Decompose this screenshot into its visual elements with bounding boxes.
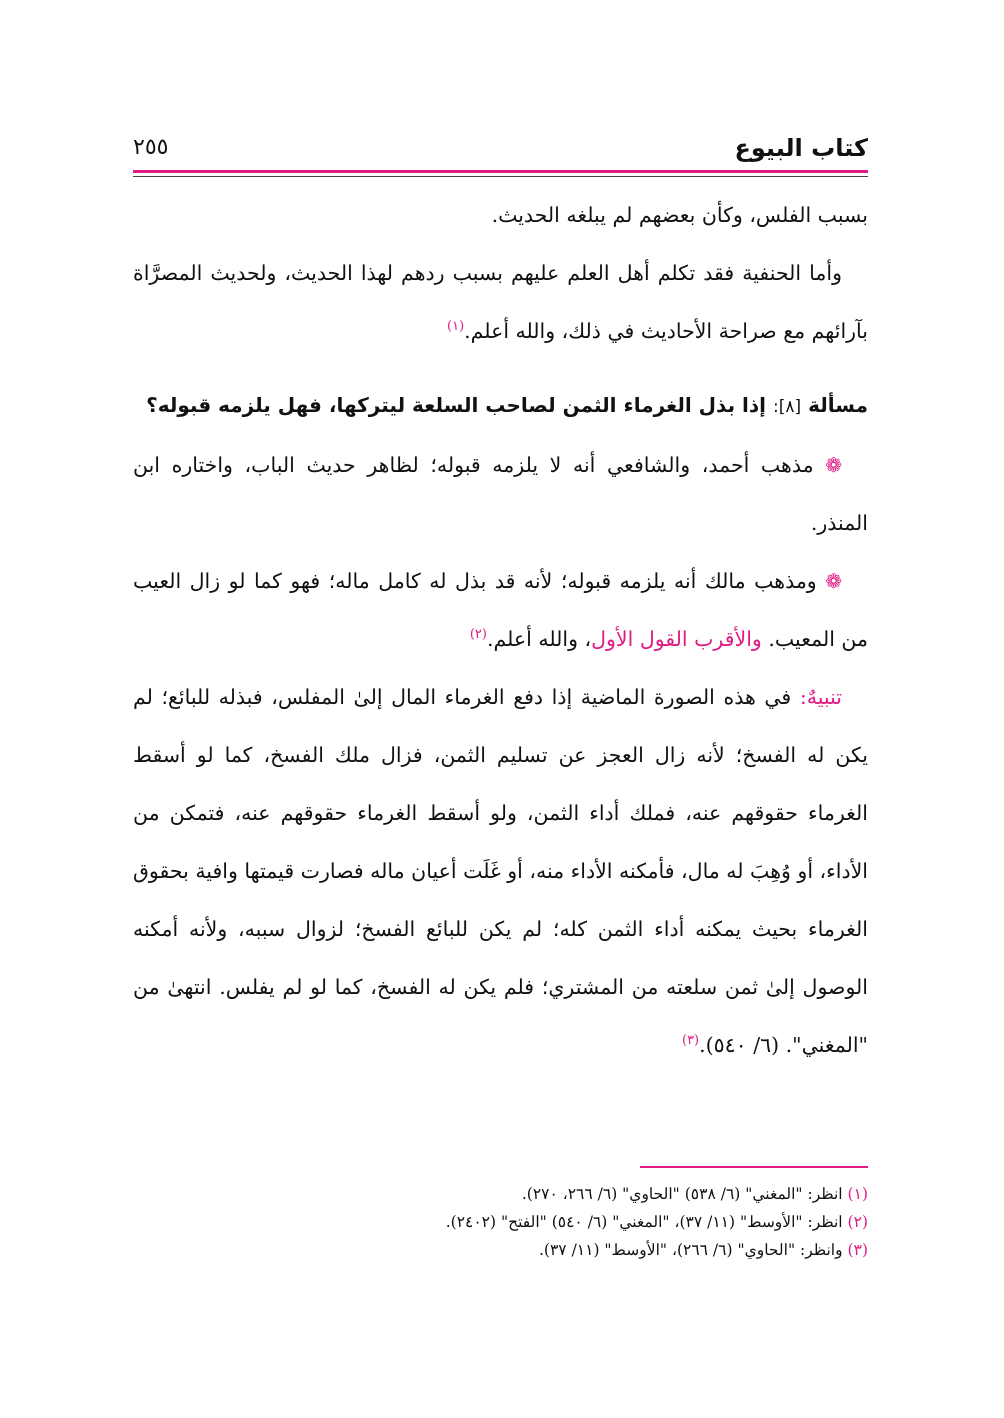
- bullet-malik: [133, 552, 868, 668]
- book-title: كتاب البيوع: [734, 134, 868, 162]
- paragraph-continuation: [133, 186, 868, 244]
- flower-bullet-icon: ❁: [825, 453, 842, 477]
- bullet-ahmad: [133, 436, 868, 552]
- footnote-number: (١): [847, 1185, 868, 1203]
- footnotes: [133, 1180, 868, 1264]
- footnote-separator: [640, 1166, 868, 1168]
- bullet-text: مذهب أحمد، والشافعي أنه لا يلزمه قبوله؛ لظاهر حديث الباب، واختاره ابن المنذر.: [133, 453, 868, 535]
- tanbih-text: في هذه الصورة الماضية إذا دفع الغرماء المال إلىٰ المفلس، فبذله للبائع؛ لم يكن له الفسخ؛ لأنه زال العجز عن تسليم الثمن، فزال ملك الفسخ، كما لو أسقط الغرماء حقوقهم عنه، فملك أداء الثمن، ولو أسقط الغرماء حقوقهم عنه، فتمكن من الأداء، أو وُهِبَ له مال، فأمكنه الأداء منه، أو غَلَت أعيان ماله فصارت قيمتها وافية بحقوق الغرماء بحيث يمكنه أداء الثمن كله؛ لم يكن للبائع الفسخ؛ لزوال سببه، ولأنه أمكنه الوصول إلىٰ ثمن سلعته من المشتري؛ فلم يكن له الفسخ، كما لو لم يفلس. انتهىٰ من "المغني". (٦/ ٥٤٠).: [133, 685, 868, 1057]
- masala-number: [٨]:: [772, 397, 802, 417]
- footnote-number: (٢): [847, 1213, 868, 1231]
- header-rule-dark: [133, 176, 868, 177]
- footnote-number: (٣): [847, 1241, 868, 1259]
- footnote-ref-2[interactable]: (٢): [469, 627, 487, 643]
- page-number: ٢٥٥: [133, 135, 169, 160]
- bullet-tail: ، والله أعلم.: [486, 627, 592, 651]
- preferred-opinion: والأقرب القول الأول: [591, 627, 762, 651]
- paragraph-hanafiyya: [133, 244, 868, 360]
- masala-label: مسألة: [808, 393, 868, 417]
- footnote-text: انظر: "المغني" (٦/ ٥٣٨) "الحاوي" (٦/ ٢٦٦، ٢٧٠).: [521, 1185, 843, 1203]
- header-rule-accent: [133, 170, 868, 173]
- flower-bullet-icon: ❁: [825, 569, 842, 593]
- footnote-ref-3[interactable]: (٣): [681, 1033, 700, 1049]
- masala-heading: [133, 376, 868, 436]
- tanbih-paragraph: [133, 668, 868, 1074]
- footnote-text: انظر: "الأوسط" (١١/ ٣٧)، "المغني" (٦/ ٥٤٠) "الفتح" (٢٤٠٢).: [445, 1213, 843, 1231]
- bullet-text: ومذهب مالك أنه يلزمه قبوله؛ لأنه قد بذل له كامل ماله؛ فهو كما لو زال العيب من المعيب.: [133, 569, 868, 651]
- paragraph-text: وأما الحنفية فقد تكلم أهل العلم عليهم بسبب ردهم لهذا الحديث، ولحديث المصرَّاة بآرائهم مع صراحة الأحاديث في ذلك، والله أعلم.: [133, 261, 868, 343]
- footnote-2: [133, 1208, 868, 1236]
- masala-question: إذا بذل الغرماء الثمن لصاحب السلعة ليتركها، فهل يلزمه قبوله؟: [146, 393, 767, 417]
- page-header: [133, 128, 868, 168]
- footnote-text: وانظر: "الحاوي" (٦/ ٢٦٦)، "الأوسط" (١١/ ٣٧).: [539, 1241, 843, 1259]
- paragraph-text: بسبب الفلس، وكأن بعضهم لم يبلغه الحديث.: [491, 203, 868, 227]
- footnote-ref-1[interactable]: (١): [447, 319, 465, 335]
- page-body: [133, 186, 868, 1074]
- footnote-3: [133, 1236, 868, 1264]
- footnote-1: [133, 1180, 868, 1208]
- tanbih-label: تنبيهٌ:: [799, 685, 842, 709]
